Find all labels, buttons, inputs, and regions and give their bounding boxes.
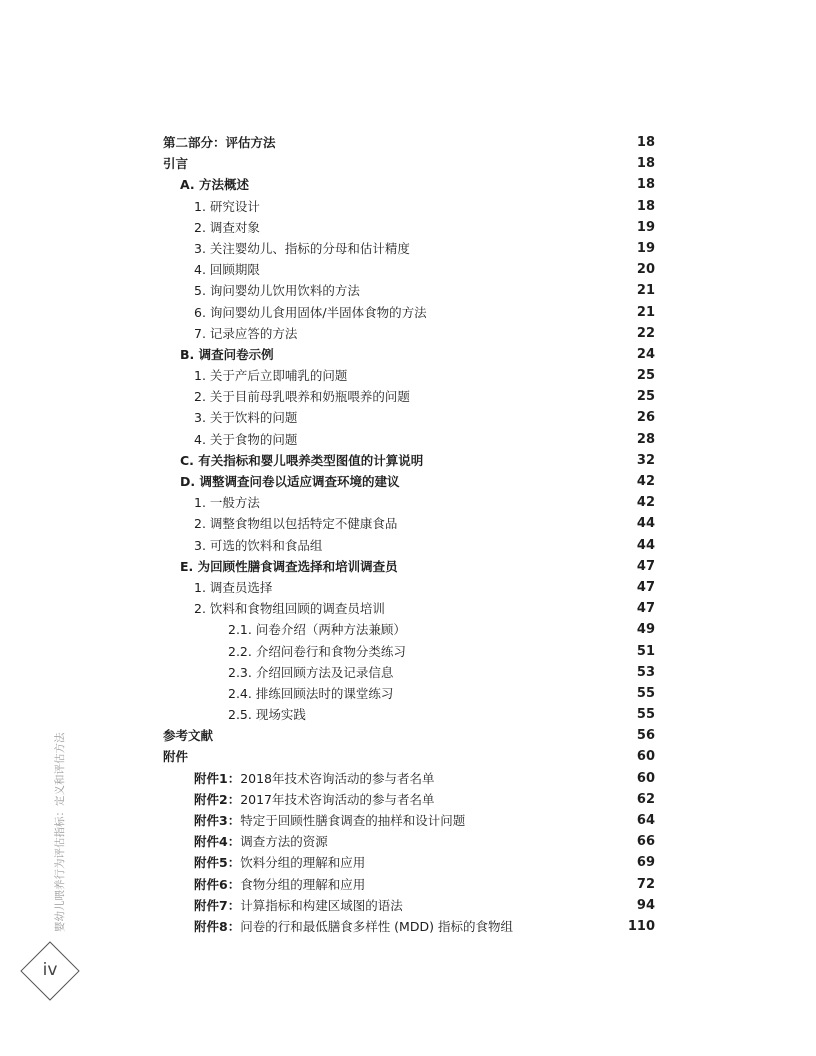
toc-entry-page: 21 xyxy=(636,304,655,320)
annex-title-text: 计算指标和构建区域图的语法 xyxy=(240,897,403,913)
toc-entry-title: A. 方法概述 xyxy=(180,177,250,193)
annex-label: 附件8： xyxy=(194,918,241,934)
annex-label: 附件5： xyxy=(194,855,241,871)
toc-entry-page: 26 xyxy=(636,410,655,426)
toc-entry[interactable] xyxy=(163,619,655,640)
annex-label: 附件3： xyxy=(194,813,241,828)
annex-title-text: 2017年技术咨询活动的参与者名单 xyxy=(240,791,435,807)
toc-annex-title xyxy=(163,852,365,873)
toc-entry-page: 18 xyxy=(636,135,655,150)
toc-entry-page: 56 xyxy=(636,728,655,744)
toc-entry-title: 3. 可选的饮料和食品组 xyxy=(194,537,323,553)
toc-entry[interactable] xyxy=(163,196,655,217)
toc-entry-page: 20 xyxy=(636,262,655,278)
toc-entry[interactable] xyxy=(163,132,655,153)
annex-label: 附件4： xyxy=(194,834,241,850)
toc-entry[interactable] xyxy=(163,535,655,556)
toc-annex-entry[interactable] xyxy=(163,768,655,789)
toc-entry-title: 1. 一般方法 xyxy=(194,495,260,511)
toc-entry-page: 25 xyxy=(636,368,655,384)
toc-entry-page: 42 xyxy=(636,495,655,511)
toc-entry-page: 60 xyxy=(636,749,655,765)
running-title: 婴幼儿喂养行为评估指标：定义和评估方法 xyxy=(54,732,66,932)
toc-entry[interactable] xyxy=(163,513,655,534)
toc-annex-entry[interactable] xyxy=(163,895,655,916)
toc-entry-title: 第二部分：评估方法 xyxy=(163,135,276,150)
toc-entry-page: 44 xyxy=(636,537,655,553)
toc-entry-page: 60 xyxy=(636,770,655,786)
toc-annex-entry[interactable] xyxy=(163,789,655,810)
toc-entry[interactable] xyxy=(163,492,655,513)
toc-annex-entry[interactable] xyxy=(163,874,655,895)
toc-entry-page: 18 xyxy=(636,177,655,193)
toc-entry-title: 1. 调查员选择 xyxy=(194,579,273,595)
annex-title-text: 2018年技术咨询活动的参与者名单 xyxy=(240,770,435,786)
toc-entry-page: 19 xyxy=(636,219,655,235)
toc-entry-page: 66 xyxy=(636,834,655,850)
toc-entry-title: 附件 xyxy=(163,749,189,765)
toc-entry-title: 3. 关于饮料的问题 xyxy=(194,410,298,426)
toc-entry-title: 3. 关注婴幼儿、指标的分母和估计精度 xyxy=(194,240,410,256)
toc-entry-page: 24 xyxy=(636,346,655,362)
toc-entry-page: 53 xyxy=(636,664,655,680)
toc-entry-page: 32 xyxy=(636,452,655,468)
toc-entry[interactable] xyxy=(163,450,655,471)
toc-entry[interactable] xyxy=(163,471,655,492)
toc-entry[interactable] xyxy=(163,344,655,365)
toc-entry[interactable] xyxy=(163,217,655,238)
toc-entry[interactable] xyxy=(163,704,655,725)
toc-entry[interactable] xyxy=(163,280,655,301)
toc-entry-page: 94 xyxy=(636,897,655,913)
toc-entry-page: 55 xyxy=(636,707,655,723)
table-of-contents xyxy=(163,132,655,937)
annex-label: 附件2： xyxy=(194,791,241,807)
toc-entry[interactable] xyxy=(163,746,655,767)
toc-entry-title: 7. 记录应答的方法 xyxy=(194,325,298,341)
toc-entry[interactable] xyxy=(163,153,655,174)
toc-entry-title: 4. 关于食物的问题 xyxy=(194,431,298,447)
toc-entry-title: 参考文献 xyxy=(163,728,214,744)
toc-entry-page: 22 xyxy=(636,325,655,341)
toc-entry-page: 47 xyxy=(636,579,655,595)
toc-entry-page: 47 xyxy=(636,558,655,574)
annex-label: 附件1： xyxy=(194,770,241,786)
toc-entry[interactable] xyxy=(163,174,655,195)
toc-entry[interactable] xyxy=(163,259,655,280)
page-number: iv xyxy=(42,960,58,980)
annex-title-text: 食物分组的理解和应用 xyxy=(240,876,366,892)
toc-annex-title xyxy=(163,810,465,831)
toc-entry-page: 21 xyxy=(636,283,655,299)
toc-annex-entry[interactable] xyxy=(163,831,655,852)
toc-entry[interactable] xyxy=(163,429,655,450)
toc-annex-entry[interactable] xyxy=(163,916,655,937)
toc-entry[interactable] xyxy=(163,577,655,598)
toc-entry-page: 64 xyxy=(636,813,655,828)
toc-entry-page: 55 xyxy=(636,685,655,701)
toc-entry[interactable] xyxy=(163,641,655,662)
toc-entry-title: C. 有关指标和婴儿喂养类型图值的计算说明 xyxy=(180,452,424,468)
toc-entry[interactable] xyxy=(163,386,655,407)
toc-entry-title: 2.3. 介绍回顾方法及记录信息 xyxy=(228,664,394,680)
toc-entry-page: 47 xyxy=(636,601,655,617)
annex-label: 附件6： xyxy=(194,876,241,892)
toc-entry-title: 5. 询问婴幼儿饮用饮料的方法 xyxy=(194,283,360,299)
toc-annex-entry[interactable] xyxy=(163,810,655,831)
annex-label: 附件7： xyxy=(194,897,241,913)
toc-annex-title xyxy=(163,916,513,937)
toc-entry[interactable] xyxy=(163,302,655,323)
toc-entry-title: 2.4. 排练回顾法时的课堂练习 xyxy=(228,685,394,701)
toc-entry[interactable] xyxy=(163,238,655,259)
toc-entry-page: 18 xyxy=(636,198,655,214)
toc-entry-title: B. 调查问卷示例 xyxy=(180,346,274,362)
toc-entry-page: 69 xyxy=(636,855,655,871)
toc-entry[interactable] xyxy=(163,323,655,344)
toc-entry-title: 1. 研究设计 xyxy=(194,198,260,214)
toc-entry[interactable] xyxy=(163,365,655,386)
toc-entry[interactable] xyxy=(163,407,655,428)
toc-entry-title: 2. 关于目前母乳喂养和奶瓶喂养的问题 xyxy=(194,389,410,405)
annex-title-text: 问卷的行和最低膳食多样性 (MDD) 指标的食物组 xyxy=(240,918,513,934)
toc-entry-page: 62 xyxy=(636,791,655,807)
toc-entry[interactable] xyxy=(163,683,655,704)
toc-entry-page: 110 xyxy=(627,918,655,934)
annex-title-text: 调查方法的资源 xyxy=(240,834,328,850)
toc-annex-title xyxy=(163,768,435,789)
toc-entry-page: 51 xyxy=(636,643,655,659)
annex-title-text: 特定于回顾性膳食调查的抽样和设计问题 xyxy=(240,813,466,828)
toc-entry-page: 18 xyxy=(636,156,655,172)
toc-entry-title: 引言 xyxy=(163,156,189,172)
toc-entry-title: E. 为回顾性膳食调查选择和培训调查员 xyxy=(180,558,398,574)
toc-entry[interactable] xyxy=(163,598,655,619)
toc-entry-page: 19 xyxy=(636,240,655,256)
toc-entry-title: 2.5. 现场实践 xyxy=(228,707,306,723)
toc-annex-title xyxy=(163,831,328,852)
annex-title-text: 饮料分组的理解和应用 xyxy=(240,855,366,871)
toc-entry-page: 42 xyxy=(636,474,655,489)
toc-entry-title: 2. 调整食物组以包括特定不健康食品 xyxy=(194,516,398,532)
toc-entry-title: 2. 饮料和食物组回顾的调查员培训 xyxy=(194,601,385,617)
toc-annex-title xyxy=(163,895,403,916)
toc-annex-title xyxy=(163,789,435,810)
toc-entry-title: 1. 关于产后立即哺乳的问题 xyxy=(194,368,348,384)
toc-entry-page: 44 xyxy=(636,516,655,532)
toc-entry[interactable] xyxy=(163,556,655,577)
toc-entry-title: D. 调整调查问卷以适应调查环境的建议 xyxy=(180,474,400,489)
toc-entry-title: 4. 回顾期限 xyxy=(194,262,260,278)
toc-entry[interactable] xyxy=(163,662,655,683)
toc-annex-title xyxy=(163,874,365,895)
toc-entry-title: 2.1. 问卷介绍（两种方法兼顾） xyxy=(228,622,406,638)
toc-entry-page: 49 xyxy=(636,622,655,638)
toc-entry-title: 2.2. 介绍问卷行和食物分类练习 xyxy=(228,643,406,659)
toc-entry-page: 28 xyxy=(636,431,655,447)
toc-entry-page: 72 xyxy=(636,876,655,892)
toc-annex-entry[interactable] xyxy=(163,852,655,873)
toc-entry[interactable] xyxy=(163,725,655,746)
toc-entry-page: 25 xyxy=(636,389,655,405)
toc-entry-title: 6. 询问婴幼儿食用固体/半固体食物的方法 xyxy=(194,304,427,320)
toc-entry-title: 2. 调查对象 xyxy=(194,219,260,235)
